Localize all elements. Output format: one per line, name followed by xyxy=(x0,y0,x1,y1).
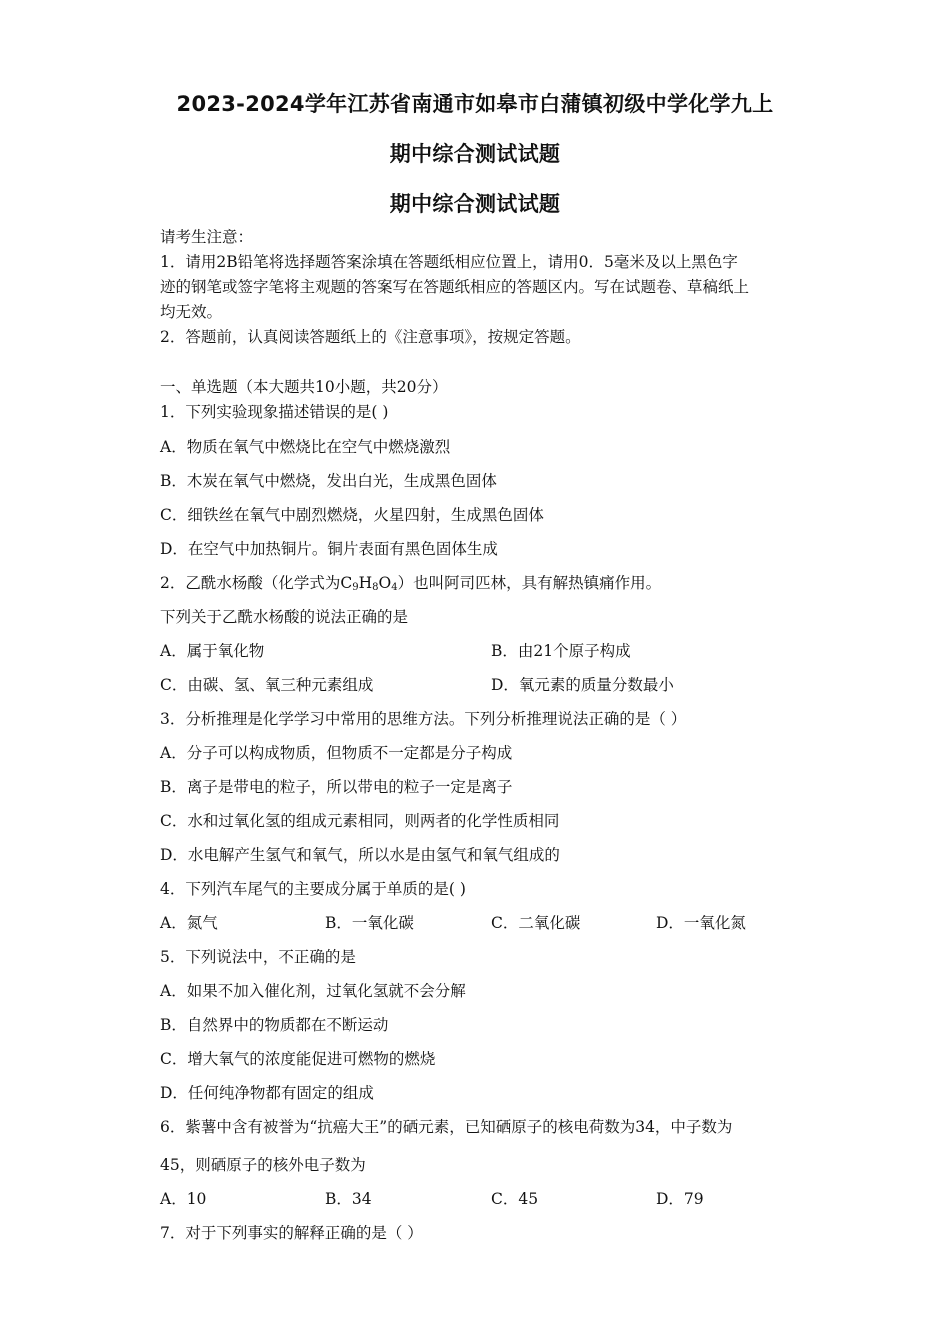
q6-option-d: D．79 xyxy=(656,1190,704,1208)
q1-option-c: C．细铁丝在氧气中剧烈燃烧，火星四射，生成黑色固体 xyxy=(160,506,544,524)
notice-block xyxy=(160,225,800,350)
q6-option-b: B．34 xyxy=(325,1190,372,1208)
q5-option-c: C．增大氧气的浓度能促进可燃物的燃烧 xyxy=(160,1050,436,1068)
q5-option-b: B．自然界中的物质都在不断运动 xyxy=(160,1016,389,1034)
q4-stem: 4．下列汽车尾气的主要成分属于单质的是( ) xyxy=(160,880,466,898)
q2-option-b: B．由21个原子构成 xyxy=(491,642,631,660)
q3-stem: 3．分析推理是化学学习中常用的思维方法。下列分析推理说法正确的是（ ） xyxy=(160,710,687,728)
notice-heading: 请考生注意： xyxy=(160,228,254,246)
q2-option-c: C．由碳、氢、氧三种元素组成 xyxy=(160,676,374,694)
q1-option-b: B．木炭在氧气中燃烧，发出白光，生成黑色固体 xyxy=(160,472,497,490)
q3-option-d: D．水电解产生氢气和氧气，所以水是由氢气和氧气组成的 xyxy=(160,846,560,864)
q1-stem: 1．下列实验现象描述错误的是( ) xyxy=(160,403,389,421)
q7-stem: 7．对于下列事实的解释正确的是（ ） xyxy=(160,1224,423,1242)
q5-option-a: A．如果不加入催化剂，过氧化氢就不会分解 xyxy=(160,982,466,1000)
q3-option-a: A．分子可以构成物质，但物质不一定都是分子构成 xyxy=(160,744,513,762)
q1-option-a: A．物质在氧气中燃烧比在空气中燃烧激烈 xyxy=(160,438,451,456)
notice-item1-line2: 迹的钢笔或签字笔将主观题的答案写在答题纸相应的答题区内。写在试题卷、草稿纸上 xyxy=(160,278,750,296)
q2-option-a: A．属于氧化物 xyxy=(160,642,265,660)
q2-stem xyxy=(160,571,661,593)
q3-option-c: C．水和过氧化氢的组成元素相同，则两者的化学性质相同 xyxy=(160,812,560,830)
notice-item1-line1: 1．请用2B铅笔将选择题答案涂填在答题纸相应位置上，请用0．5毫米及以上黑色字 xyxy=(160,253,738,271)
q5-option-d: D．任何纯净物都有固定的组成 xyxy=(160,1084,374,1102)
q4-option-b: B．一氧化碳 xyxy=(325,914,414,932)
q4-option-a: A．氮气 xyxy=(160,914,218,932)
q1-option-d: D．在空气中加热铜片。铜片表面有黑色固体生成 xyxy=(160,540,498,558)
exam-title-line1: 2023-2024学年江苏省南通市如皋市白蒲镇初级中学化学九上 xyxy=(176,92,774,116)
q2-formula: $C_9H_8O_4$ xyxy=(340,574,398,593)
q6-stem-line2: 45，则硒原子的核外电子数为 xyxy=(160,1156,366,1174)
q3-option-b: B．离子是带电的粒子，所以带电的粒子一定是离子 xyxy=(160,778,513,796)
q6-stem-line1: 6．紫薯中含有被誉为“抗癌大王”的硒元素，已知硒原子的核电荷数为34，中子数为 xyxy=(160,1118,733,1136)
q6-option-a: A．10 xyxy=(160,1190,207,1208)
section-heading: 一、单选题（本大题共10小题，共20分） xyxy=(160,378,448,396)
q4-option-d: D．一氧化氮 xyxy=(656,914,746,932)
exam-title-line3: 期中综合测试试题 xyxy=(389,192,561,216)
exam-title-line2: 期中综合测试试题 xyxy=(389,142,561,166)
q2-stem-part1: 2．乙酰水杨酸（化学式为 xyxy=(160,574,341,592)
notice-item1-line3: 均无效。 xyxy=(160,303,223,321)
q5-stem: 5．下列说法中，不正确的是 xyxy=(160,948,356,966)
q2-stem-part2: ）也叫阿司匹林，具有解热镇痛作用。 xyxy=(397,574,662,592)
q2-option-d: D．氧元素的质量分数最小 xyxy=(491,676,674,694)
notice-item2: 2．答题前，认真阅读答题纸上的《注意事项》，按规定答题。 xyxy=(160,328,581,346)
q4-option-c: C．二氧化碳 xyxy=(491,914,581,932)
q2-stem2: 下列关于乙酰水杨酸的说法正确的是 xyxy=(160,608,409,626)
q6-option-c: C．45 xyxy=(491,1190,539,1208)
